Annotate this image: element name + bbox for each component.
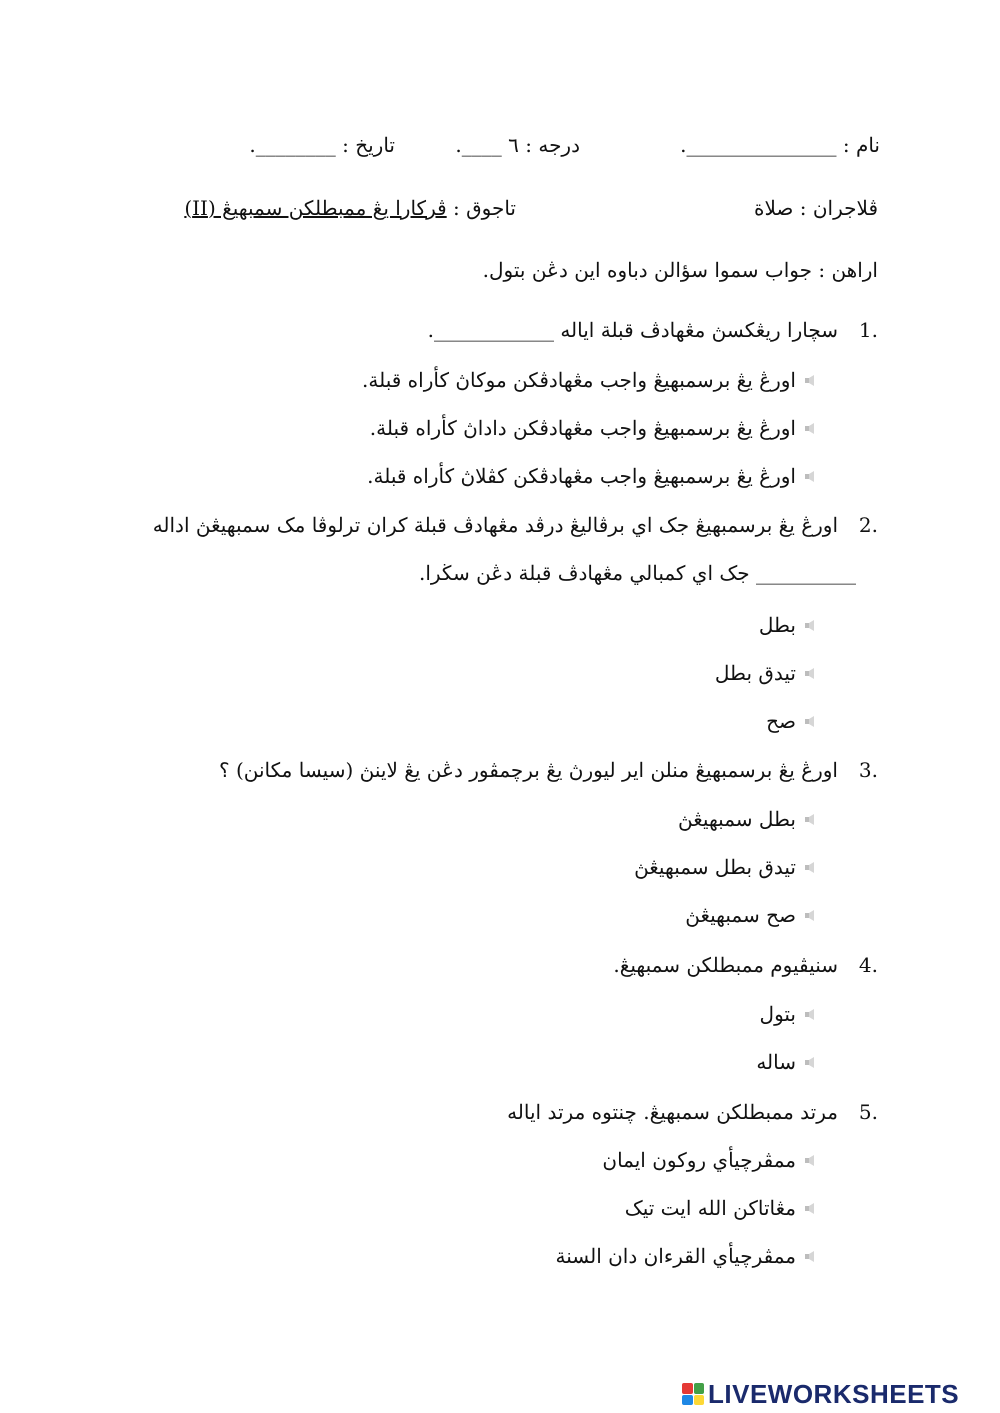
option-label: بطل [758, 613, 796, 637]
speaker-icon[interactable] [804, 862, 818, 873]
option-4-a[interactable] [760, 999, 818, 1029]
question-4 [613, 950, 878, 980]
name-field[interactable]: نام : _______________. [680, 133, 880, 157]
grade-field[interactable]: درجه : ٦ ____. [455, 133, 580, 157]
speaker-icon[interactable] [804, 1009, 818, 1020]
question-3 [219, 755, 878, 785]
option-label: اورڠ يڠ برسمبهيڠ واجب مڠهادڤکن داداڽ کأراه قبلة. [369, 416, 796, 440]
option-label: بطل سمبهيڠڽ [678, 807, 796, 831]
option-3-a[interactable] [678, 804, 818, 834]
question-number: 1. [858, 318, 878, 342]
option-3-c[interactable] [685, 900, 818, 930]
speaker-icon[interactable] [804, 1203, 818, 1214]
question-1 [428, 315, 878, 345]
option-2-c[interactable] [766, 706, 818, 736]
speaker-icon[interactable] [804, 1251, 818, 1262]
option-label: اورڠ يڠ برسمبهيڠ واجب مڠهادڤکن کڤلاڽ کأراه قبلة. [367, 464, 796, 488]
speaker-icon[interactable] [804, 910, 818, 921]
option-label: ساله [756, 1050, 796, 1074]
option-5-b[interactable] [625, 1193, 818, 1223]
option-5-a[interactable] [602, 1145, 818, 1175]
speaker-icon[interactable] [804, 716, 818, 727]
question-text: سنيڤيوم ممبطلکن سمبهيڠ. [613, 953, 838, 977]
question-number: 4. [858, 953, 878, 977]
option-1-b[interactable] [370, 413, 818, 443]
liveworksheets-logo[interactable] [682, 1379, 992, 1409]
logo-text: LIVEWORKSHEETS [708, 1378, 960, 1409]
option-1-a[interactable] [362, 365, 818, 395]
option-2-a[interactable] [759, 610, 818, 640]
option-label: ممڤرچيأي القرءان دان السنة [555, 1244, 796, 1268]
option-label: ممڤرچيأي روکون ايمان [602, 1148, 796, 1172]
option-4-b[interactable] [756, 1047, 818, 1077]
subject-label: ڤلاجران : صلاة [754, 196, 878, 220]
speaker-icon[interactable] [804, 668, 818, 679]
speaker-icon[interactable] [804, 471, 818, 482]
speaker-icon[interactable] [804, 423, 818, 434]
question-2 [153, 510, 878, 588]
speaker-icon[interactable] [804, 375, 818, 386]
option-5-c[interactable] [556, 1241, 819, 1271]
question-text: مرتد ممبطلکن سمبهيڠ. چنتوه مرتد اياله [507, 1100, 838, 1124]
option-2-b[interactable] [715, 658, 818, 688]
question-number: 5. [858, 1100, 878, 1124]
option-label: تيدق بطل سمبهيڠڽ [634, 855, 796, 879]
topic-label: تاجوق : [446, 196, 516, 220]
option-label: صح سمبهيڠڽ [685, 903, 796, 927]
speaker-icon[interactable] [804, 620, 818, 631]
question-text: سچارا ريڠکسڽ مڠهادڤ قبلة اياله ____________. [427, 318, 838, 342]
option-label: بتول [759, 1002, 796, 1026]
date-field[interactable]: تاريخ : ________. [249, 133, 395, 157]
question-5 [507, 1097, 878, 1127]
option-label: اورڠ يڠ برسمبهيڠ واجب مڠهادڤکن موکاڽ کأراه قبلة. [362, 368, 796, 392]
speaker-icon[interactable] [804, 814, 818, 825]
topic-line [184, 193, 516, 223]
question-number: 2. [858, 513, 878, 537]
option-3-b[interactable] [634, 852, 818, 882]
option-label: مڠاتاکن الله ايت تيک [624, 1196, 796, 1220]
option-label: تيدق بطل [714, 661, 796, 685]
logo-mark-icon [682, 1383, 704, 1405]
speaker-icon[interactable] [804, 1057, 818, 1068]
instruction: اراهن : جواب سموا سؤالن دباوه اين دڠن بتول. [482, 258, 878, 282]
question-continuation: __________ جک اي کمبالي مڠهادڤ قبلة دڠن سڬرا. [418, 561, 856, 585]
option-label: صح [766, 709, 796, 733]
option-1-c[interactable] [367, 461, 818, 491]
question-number: 3. [858, 758, 878, 782]
question-text: اورڠ يڠ برسمبهيڠ جک اي برڤاليڠ درڤد مڠهادڤ قبلة کران ترلوڤا مک سمبهيڠڽ اداله [152, 513, 838, 537]
topic-value: ڤركارا يڠ ممبطلکن سمبهيڠ (II) [184, 196, 447, 220]
question-text: اورڠ يڠ برسمبهيڠ منلن اير ليورڽ يڠ برچمڤور دڠن يڠ لاينڽ (سيسا مکانن) ؟ [218, 758, 838, 782]
speaker-icon[interactable] [804, 1155, 818, 1166]
